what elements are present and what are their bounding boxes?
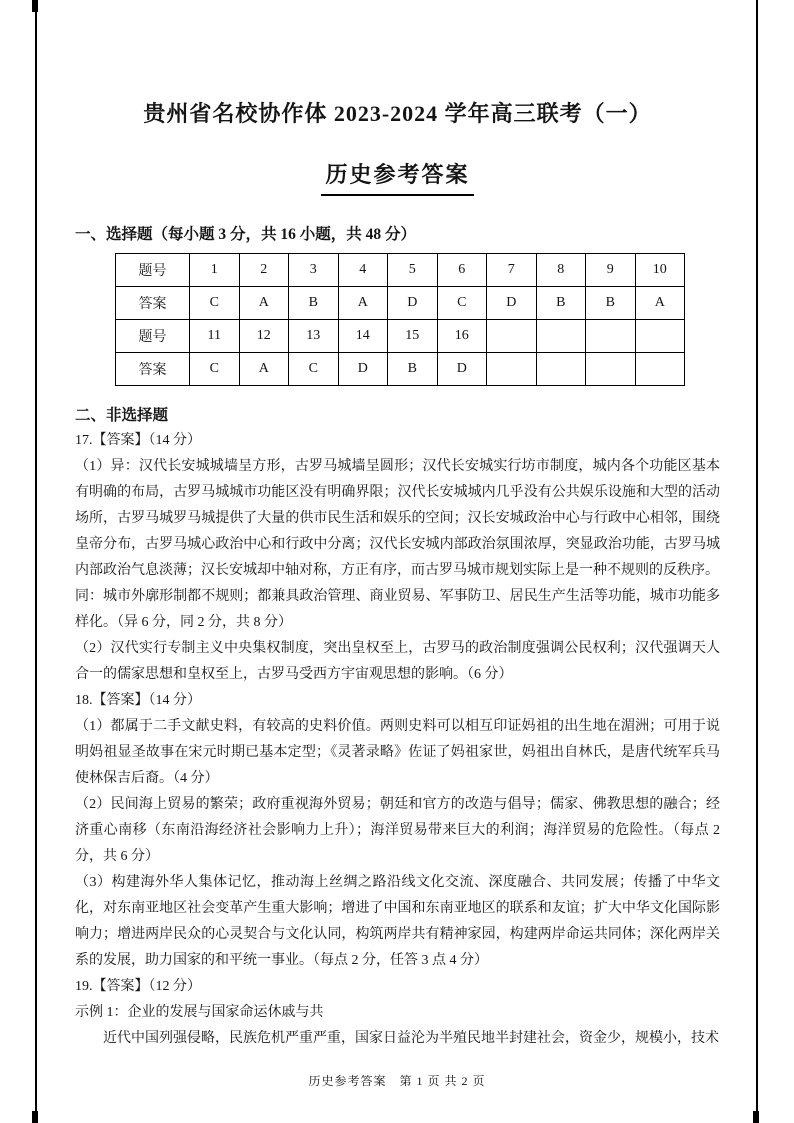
- essay-answers: [75, 428, 720, 1052]
- crop-mark-bottom-left: [32, 1111, 38, 1123]
- table-cell: C: [289, 352, 339, 385]
- table-cell: C: [190, 286, 240, 319]
- q17-part2: （2）汉代实行专制主义中央集权制度，突出皇权至上，古罗马的政治制度强调公民权利；汉代强调天人合一的儒家思想和皇权至上，古罗马受西方宇宙观思想的影响。（6 分）: [75, 640, 720, 682]
- table-cell: 10: [635, 253, 685, 286]
- q18-part2: （2）民间海上贸易的繁荣；政府重视海外贸易；朝廷和官方的改造与倡导；儒家、佛教思想的融合；经济重心南移（东南沿海经济社会影响力上升）；海洋贸易带来巨大的利润；海洋贸易的危险性。（每点 2 分，共 6 分）: [75, 796, 720, 864]
- doc-title: 贵州省名校协作体 2023-2024 学年高三联考（一）: [143, 101, 652, 126]
- table-cell: 4: [338, 253, 388, 286]
- table-cell: A: [338, 286, 388, 319]
- table-cell: B: [388, 352, 438, 385]
- page-footer: 历史参考答案 第 1 页 共 2 页: [308, 1074, 486, 1088]
- table-cell: 2: [239, 253, 289, 286]
- table-cell: C: [190, 352, 240, 385]
- q17-part1: （1）异：汉代长安城城墙呈方形，古罗马城墙呈圆形；汉代长安城实行坊市制度，城内各个功能区基本有明确的布局，古罗马城城市功能区没有明确界限；汉代长安城城内几乎没有公共娱乐设施和大型的活动场所，古罗马城罗马城提供了大量的供市民生活和娱乐的空间；汉长安城政治中心与行政中心相邻，围绕皇帝分布，古罗马城心政治中心和行政中分离；汉代长安城内部政治氛围浓厚，突显政治功能，古罗马城内部政治气息淡薄；汉长安城却中轴对称，方正有序，而古罗马城市规划实际上是一种不规则的反秩序。: [75, 458, 720, 578]
- document-content: [75, 0, 720, 1052]
- table-cell: 16: [437, 319, 487, 352]
- q19-heading: 19.【答案】（12 分）: [75, 978, 201, 994]
- table-cell: [487, 352, 537, 385]
- table-cell: A: [239, 352, 289, 385]
- table-cell: 3: [289, 253, 339, 286]
- row-header: 题号: [116, 319, 190, 352]
- table-cell: D: [388, 286, 438, 319]
- doc-subtitle: 历史参考答案: [321, 158, 473, 196]
- table-row-answer-1: [116, 286, 685, 319]
- row-header: 题号: [116, 253, 190, 286]
- table-cell: 14: [338, 319, 388, 352]
- table-cell: D: [487, 286, 537, 319]
- table-cell: A: [635, 286, 685, 319]
- table-cell: 5: [388, 253, 438, 286]
- table-cell: 13: [289, 319, 339, 352]
- left-margin-rule: [35, 0, 37, 1123]
- doc-subtitle-wrap: [75, 158, 720, 196]
- table-cell: 12: [239, 319, 289, 352]
- table-cell: B: [536, 286, 586, 319]
- table-cell: [536, 319, 586, 352]
- table-cell: [586, 319, 636, 352]
- table-cell: B: [289, 286, 339, 319]
- row-header: 答案: [116, 352, 190, 385]
- table-cell: [586, 352, 636, 385]
- table-cell: 15: [388, 319, 438, 352]
- table-cell: D: [338, 352, 388, 385]
- right-margin-rule: [756, 0, 758, 1123]
- table-cell: D: [437, 352, 487, 385]
- table-cell: 11: [190, 319, 240, 352]
- table-cell: 8: [536, 253, 586, 286]
- table-cell: 7: [487, 253, 537, 286]
- essay-section-heading: 二、非选择题: [75, 406, 169, 424]
- table-cell: 9: [586, 253, 636, 286]
- q17-heading: 17.【答案】（14 分）: [75, 432, 201, 448]
- table-cell: [487, 319, 537, 352]
- crop-mark-top-left: [32, 0, 38, 12]
- table-cell: C: [437, 286, 487, 319]
- q18-heading: 18.【答案】（14 分）: [75, 692, 201, 708]
- table-cell: [635, 319, 685, 352]
- table-cell: B: [586, 286, 636, 319]
- answer-table: [115, 253, 685, 386]
- table-cell: [635, 352, 685, 385]
- q18-part3: （3）构建海外华人集体记忆，推动海上丝绸之路沿线文化交流、深度融合、共同发展；传播了中华文化，对东南亚地区社会变革产生重大影响；增进了中国和东南亚地区的联系和友谊；扩大中华文化国际影响力；增进两岸民众的心灵契合与文化认同，构筑两岸共有精神家园，构建两岸命运共同体；深化两岸关系的发展，助力国家的和平统一事业。（每点 2 分，任答 3 点 4 分）: [75, 874, 720, 968]
- q19-example-title: 示例 1：企业的发展与国家命运休戚与共: [75, 1004, 324, 1020]
- choice-section-heading: 一、选择题（每小题 3 分，共 16 小题，共 48 分）: [75, 225, 417, 243]
- table-row-qnum-1: [116, 253, 685, 286]
- table-row-qnum-2: [116, 319, 685, 352]
- q17-part1-same: 同：城市外廓形制都不规则；都兼具政治管理、商业贸易、军事防卫、居民生产生活等功能，城市功能多样化。（异 6 分，同 2 分，共 8 分）: [75, 588, 720, 630]
- q18-part1: （1）都属于二手文献史料，有较高的史料价值。两则史料可以相互印证妈祖的出生地在湄洲；可用于说明妈祖显圣故事在宋元时期已基本定型；《灵著录略》佐证了妈祖家世，妈祖出自林氏，是唐代统军兵马使林保吉后裔。（4 分）: [75, 718, 720, 786]
- table-cell: A: [239, 286, 289, 319]
- table-cell: 6: [437, 253, 487, 286]
- row-header: 答案: [116, 286, 190, 319]
- q19-example-body: 近代中国列强侵略，民族危机严重严重，国家日益沦为半殖民地半封建社会，资金少，规模小，技术: [103, 1030, 719, 1046]
- table-row-answer-2: [116, 352, 685, 385]
- table-cell: [536, 352, 586, 385]
- table-cell: 1: [190, 253, 240, 286]
- crop-mark-bottom-right: [753, 1111, 759, 1123]
